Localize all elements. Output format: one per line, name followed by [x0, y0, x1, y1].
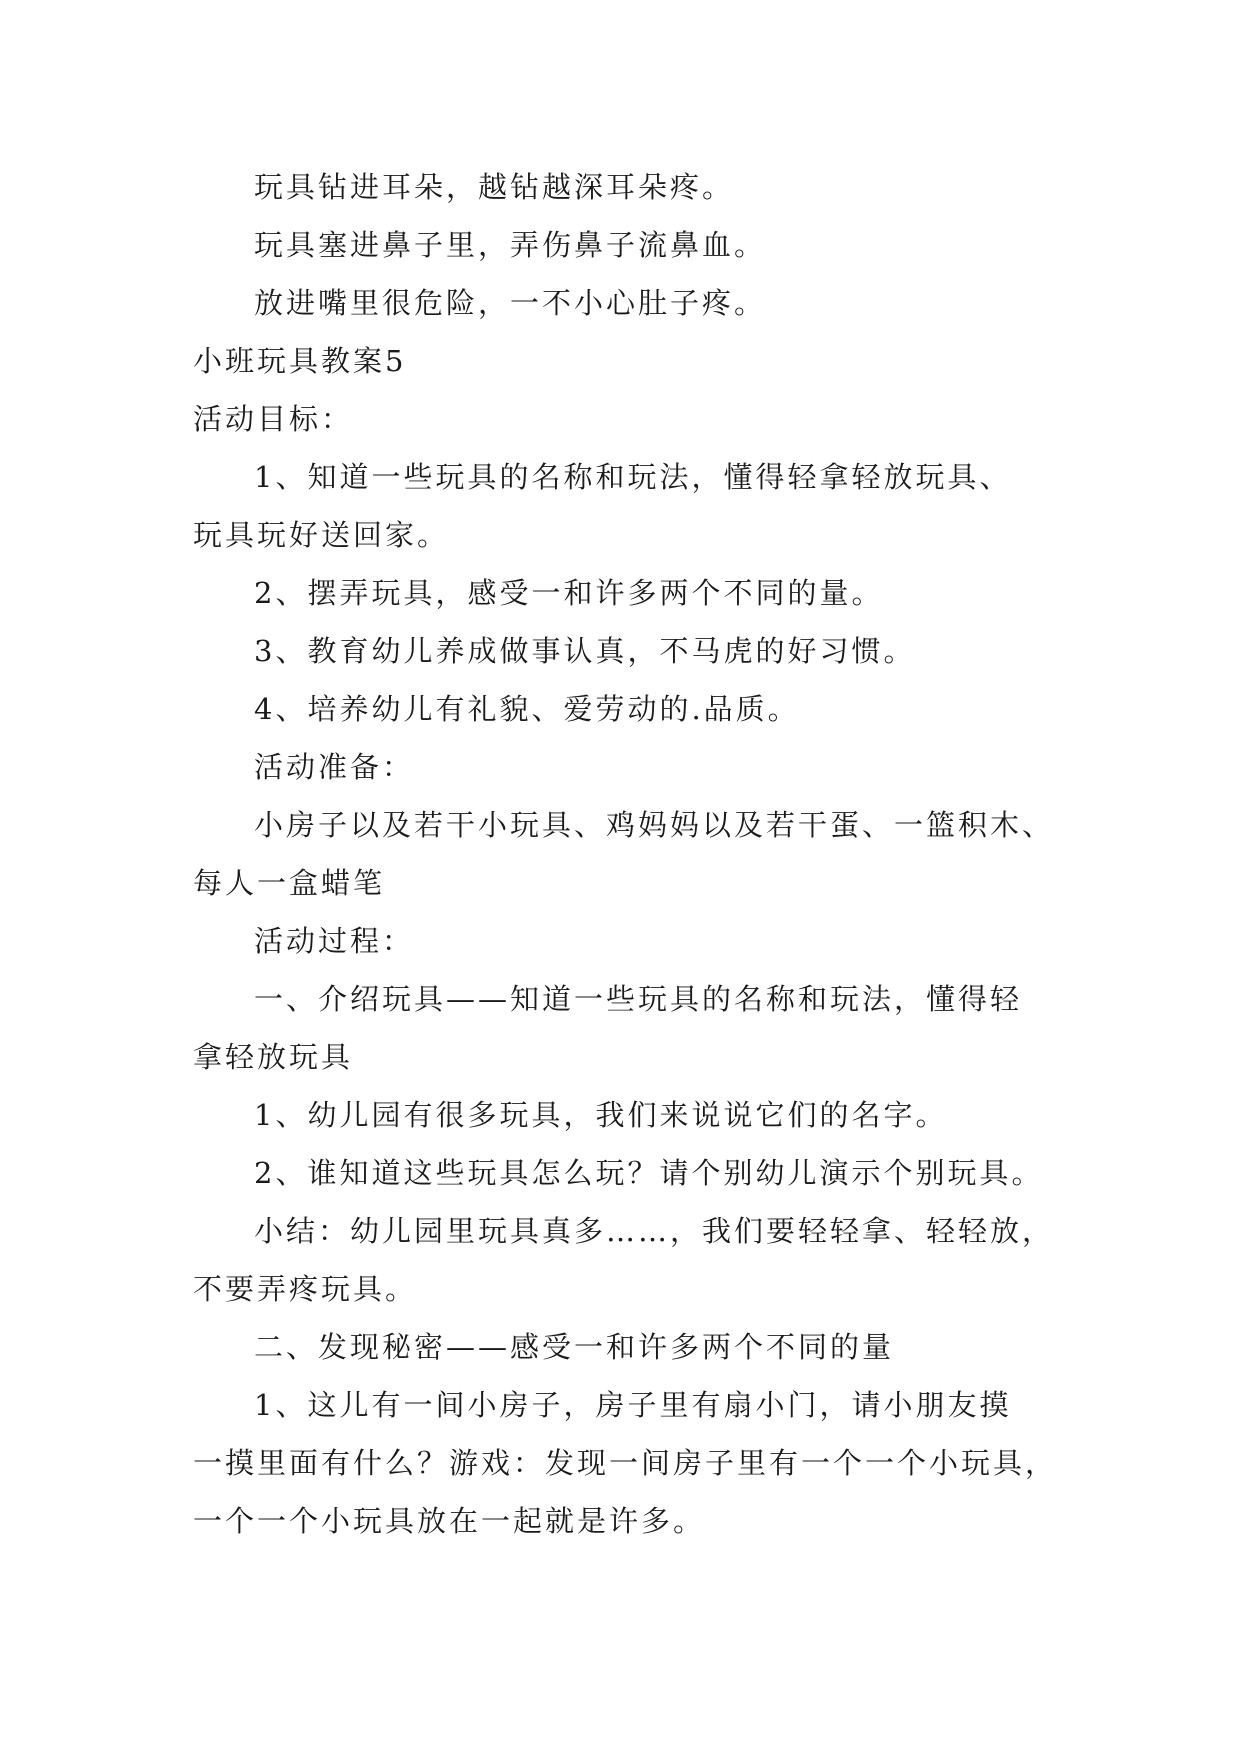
paragraph-line: 一个一个小玩具放在一起就是许多。: [193, 1504, 706, 1538]
subheading: 活动目标：: [193, 402, 354, 436]
paragraph-line: 1、知道一些玩具的名称和玩法，懂得轻拿轻放玩具、: [254, 460, 1012, 494]
paragraph-line: 玩具钻进耳朵，越钻越深耳朵疼。: [254, 170, 735, 204]
paragraph-line: 1、这儿有一间小房子，房子里有扇小门，请小朋友摸: [254, 1388, 1012, 1422]
paragraph-line: 二、发现秘密——感受一和许多两个不同的量: [254, 1330, 895, 1364]
paragraph-line: 玩具塞进鼻子里，弄伤鼻子流鼻血。: [254, 228, 767, 262]
paragraph-line: 放进嘴里很危险，一不小心肚子疼。: [254, 286, 767, 320]
section-heading: 小班玩具教案5: [193, 344, 407, 378]
paragraph-line: 1、幼儿园有很多玩具，我们来说说它们的名字。: [254, 1098, 948, 1132]
paragraph-line: 玩具玩好送回家。: [193, 518, 450, 552]
paragraph-line: 每人一盒蜡笔: [193, 866, 386, 900]
subheading: 活动过程：: [254, 924, 415, 958]
paragraph-line: 拿轻放玩具: [193, 1040, 354, 1074]
paragraph-line: 2、摆弄玩具，感受一和许多两个不同的量。: [254, 576, 884, 610]
paragraph-line: 不要弄疼玩具。: [193, 1272, 418, 1306]
paragraph-line: 4、培养幼儿有礼貌、爱劳动的.品质。: [254, 692, 800, 726]
paragraph-line: 一、介绍玩具——知道一些玩具的名称和玩法，懂得轻: [254, 982, 1023, 1016]
paragraph-line: 一摸里面有什么？游戏：发现一间房子里有一个一个小玩具，: [193, 1446, 1058, 1480]
paragraph-line: 3、教育幼儿养成做事认真，不马虎的好习惯。: [254, 634, 916, 668]
subheading: 活动准备：: [254, 750, 415, 784]
paragraph-line: 小房子以及若干小玩具、鸡妈妈以及若干蛋、一篮积木、: [254, 808, 1055, 842]
paragraph-line: 小结：幼儿园里玩具真多……，我们要轻轻拿、轻轻放，: [254, 1214, 1055, 1248]
paragraph-line: 2、谁知道这些玩具怎么玩？请个别幼儿演示个别玩具。: [254, 1156, 1044, 1190]
